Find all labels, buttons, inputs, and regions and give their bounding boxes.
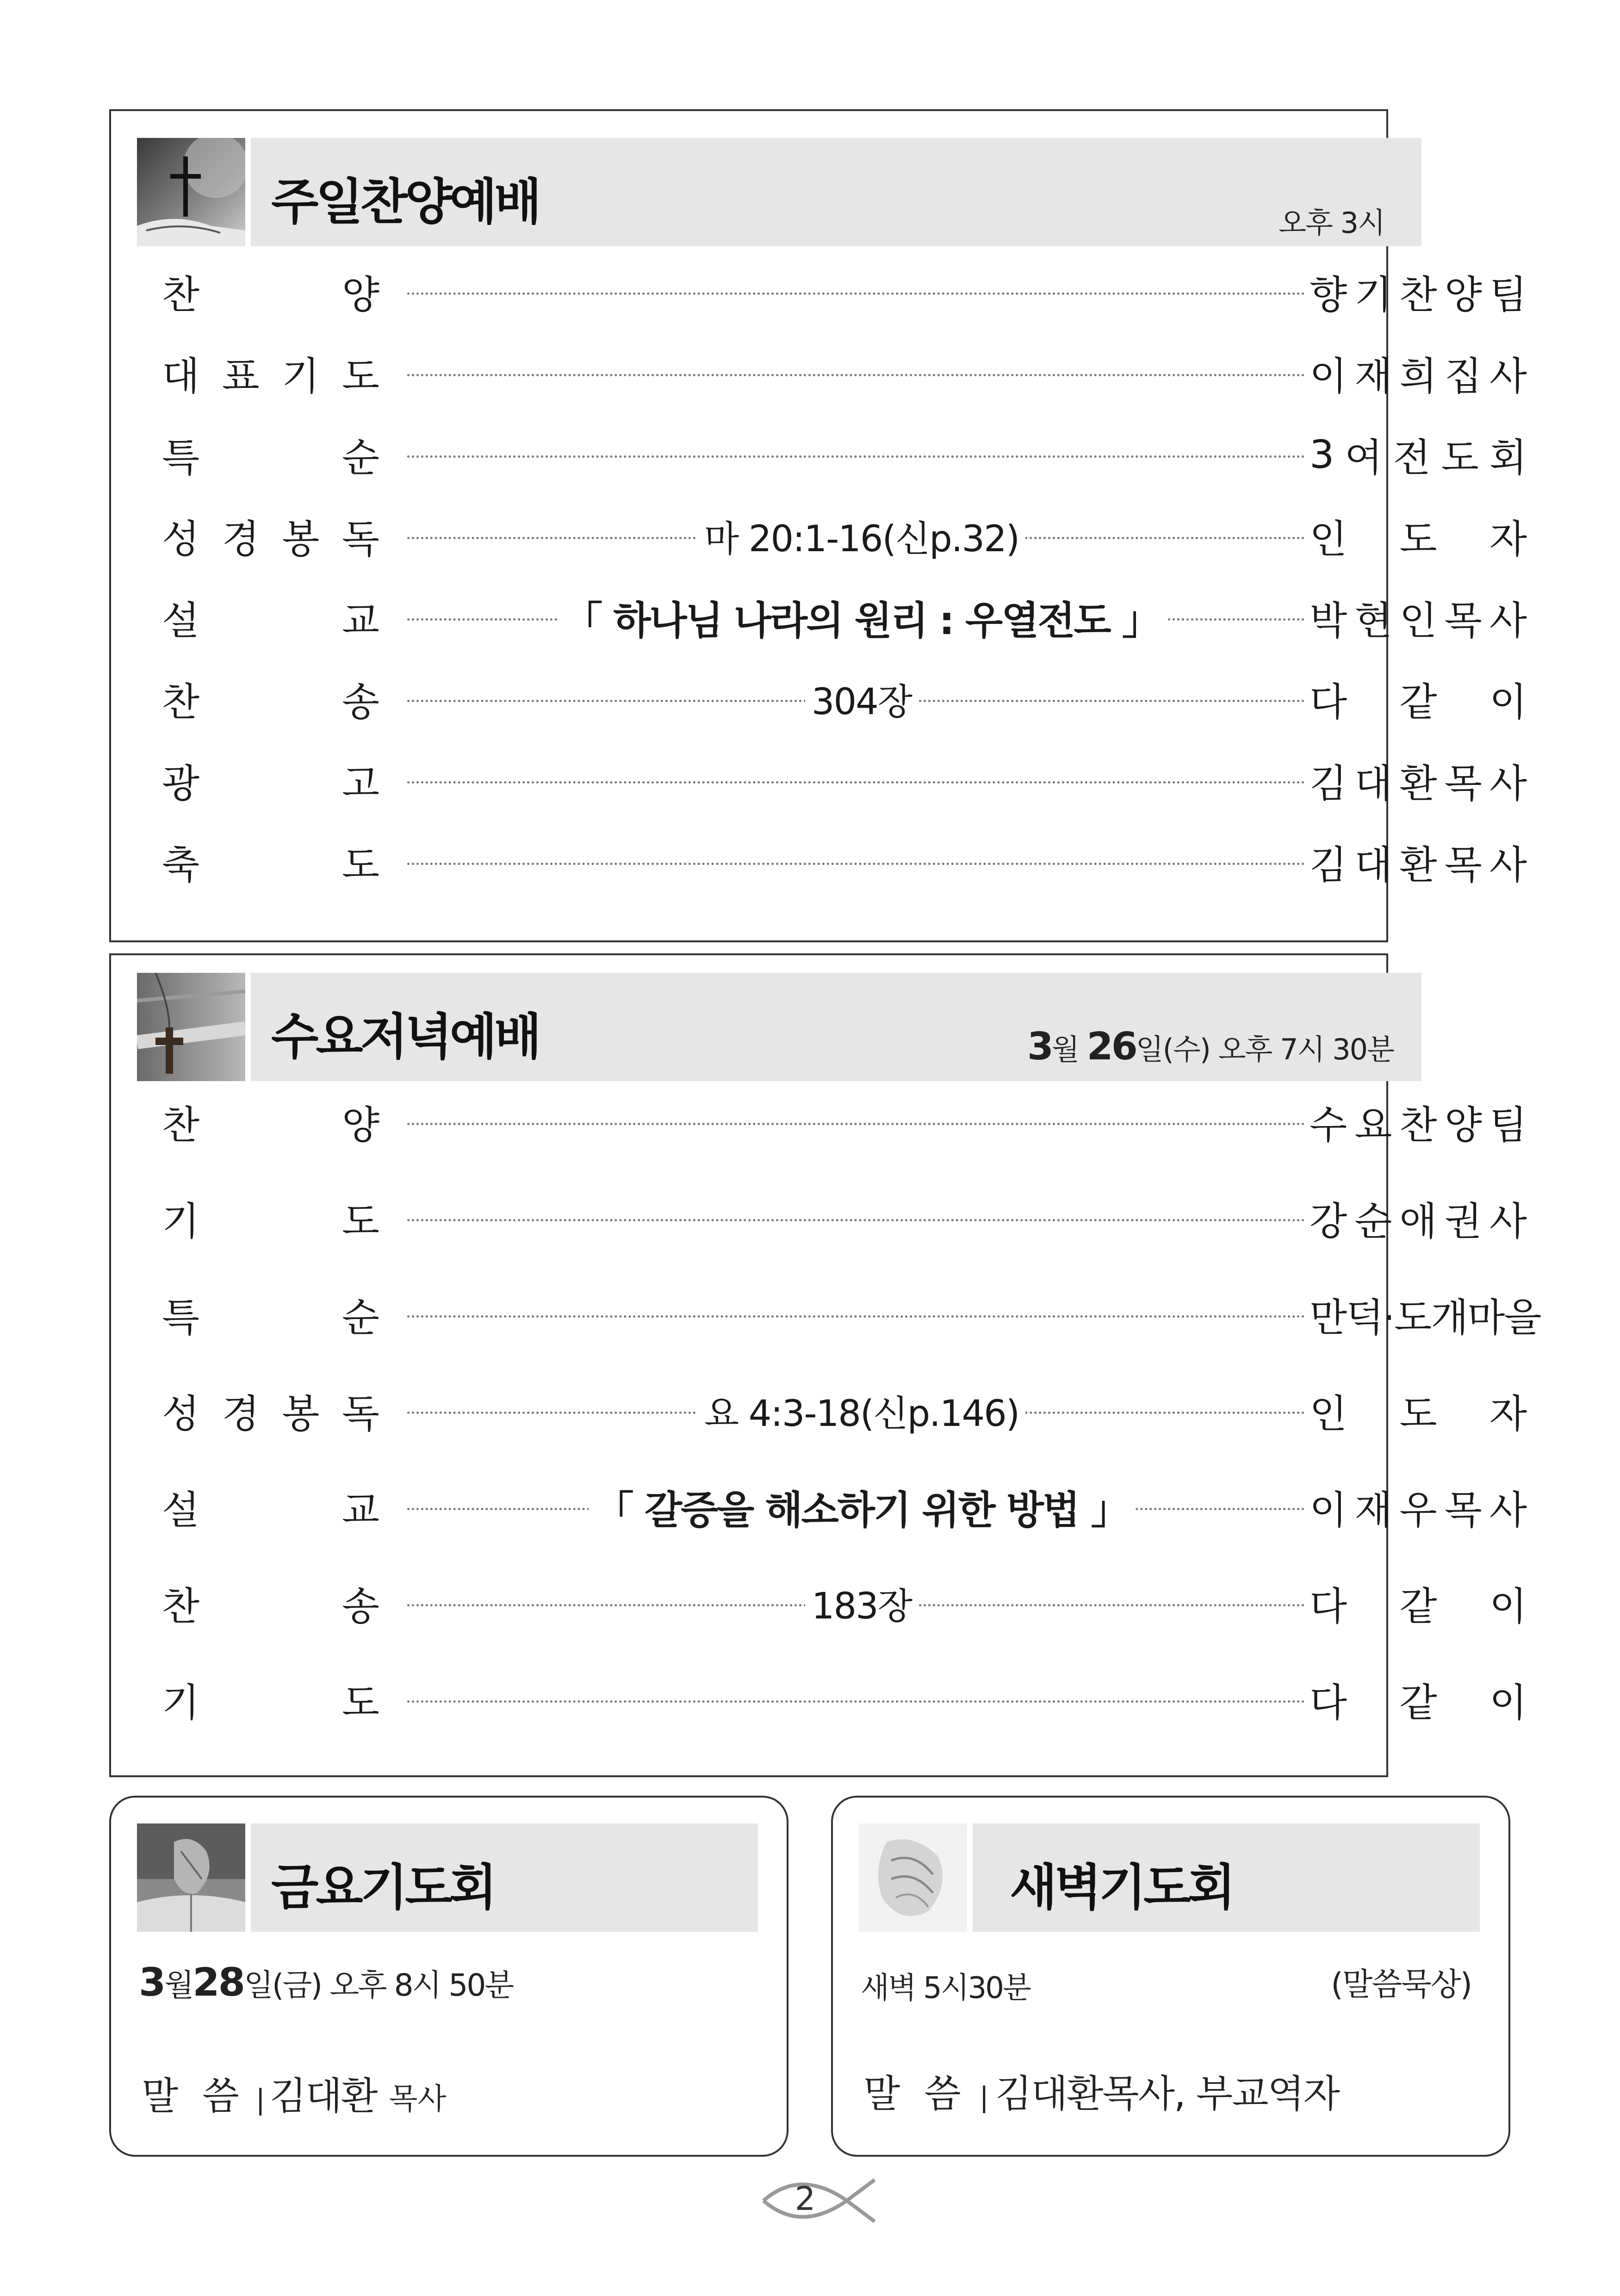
order-label-char: 찬 <box>162 1102 200 1148</box>
order-label-char: 도 <box>341 1680 379 1725</box>
order-row <box>111 508 1527 564</box>
order-person: 만덕·도개마을 <box>1310 1294 1541 1340</box>
dawn-prayer-box <box>831 1796 1510 2157</box>
order-person-char: 대 <box>1354 760 1392 806</box>
order-person-char: 이 <box>1310 1487 1347 1533</box>
friday-title: 금요기도회 <box>271 1859 494 1916</box>
order-label-char: 성 <box>162 1391 200 1437</box>
cross-necklace-image <box>137 973 245 1081</box>
order-person-char: 대 <box>1354 842 1392 888</box>
order-person-char: 집 <box>1444 353 1482 399</box>
order-label <box>162 508 379 564</box>
order-person-char: 목 <box>1444 842 1482 888</box>
order-person-char: 사 <box>1489 353 1527 399</box>
order-label-char: 봉 <box>282 516 320 562</box>
order-person-char: 권 <box>1444 1198 1482 1244</box>
order-label <box>162 264 379 319</box>
dotted-leader <box>407 863 1305 865</box>
order-label-char: 설 <box>162 1487 200 1533</box>
order-person-char: 팀 <box>1489 272 1527 317</box>
order-label-char: 찬 <box>162 272 200 317</box>
dawn-title: 새벽기도회 <box>1010 1859 1233 1916</box>
order-person <box>1310 264 1527 319</box>
dawn-speaker <box>863 2064 1339 2118</box>
order-person-char: 같 <box>1399 1583 1437 1629</box>
order-label <box>162 1094 379 1150</box>
order-person-char: 재 <box>1354 1487 1392 1533</box>
friday-speaker <box>142 2066 446 2120</box>
order-person <box>1310 427 1527 482</box>
order-person-char: 순 <box>1354 1198 1392 1244</box>
order-person-char: 목 <box>1444 760 1482 806</box>
order-person-char: 기 <box>1354 272 1392 317</box>
order-person-char: 향 <box>1310 272 1347 317</box>
sunday-title: 주일찬양예배 <box>271 174 539 230</box>
order-label-char: 광 <box>162 760 200 806</box>
order-person-char: 이 <box>1489 1680 1527 1725</box>
order-label-char: 양 <box>341 1102 379 1148</box>
order-label-char: 도 <box>341 842 379 888</box>
dotted-leader <box>407 292 1305 295</box>
order-person-char: 이 <box>1489 679 1527 725</box>
order-person-char: 3 <box>1310 432 1334 477</box>
order-person <box>1310 1094 1527 1150</box>
order-label-char: 축 <box>162 842 200 888</box>
order-label-char: 경 <box>222 516 260 562</box>
order-person-char: 수 <box>1310 1102 1347 1148</box>
order-person-char: 같 <box>1399 1680 1437 1725</box>
order-person <box>1310 753 1527 808</box>
order-label-char: 특 <box>162 1294 200 1340</box>
dawn-header-bar <box>973 1823 1480 1932</box>
order-detail <box>407 671 1316 727</box>
order-row <box>111 1479 1527 1535</box>
order-label-char: 교 <box>341 1487 379 1533</box>
dawn-time: 새벽 5시30분 <box>861 1971 1030 2005</box>
order-person-char: 박 <box>1310 597 1347 643</box>
order-detail <box>407 1575 1316 1631</box>
friday-date-rest: 일(금) 오후 8시 50분 <box>244 1967 513 2003</box>
order-person-char: 요 <box>1354 1102 1392 1148</box>
order-person <box>1310 1383 1527 1438</box>
order-person-char: 환 <box>1399 760 1437 806</box>
order-label-char: 도 <box>341 1198 379 1244</box>
cross-candle-image <box>137 138 245 246</box>
order-detail <box>407 1479 1316 1535</box>
order-detail-text: 요 4:3-18(신p.146) <box>698 1385 1025 1437</box>
order-person-char: 양 <box>1444 272 1482 317</box>
friday-month: 3 <box>139 1960 165 2005</box>
order-label-char: 고 <box>341 760 379 806</box>
order-detail <box>407 508 1316 564</box>
wednesday-day: 26 <box>1086 1025 1136 1069</box>
order-person-char: 현 <box>1354 597 1392 643</box>
dotted-leader <box>407 781 1305 784</box>
order-person <box>1310 590 1527 645</box>
order-person <box>1310 1479 1527 1535</box>
page-number: 2 <box>794 2180 816 2218</box>
order-person-char: 다 <box>1310 1583 1347 1629</box>
order-person-char: 도 <box>1441 435 1479 480</box>
order-label-char: 대 <box>162 353 200 399</box>
order-detail-text: 마 20:1-16(신p.32) <box>698 510 1025 562</box>
dotted-leader <box>407 1315 1305 1318</box>
order-person <box>1310 345 1527 401</box>
order-person-char: 애 <box>1399 1198 1437 1244</box>
order-label <box>162 1287 379 1342</box>
order-person-char: 목 <box>1444 597 1482 643</box>
order-person-char: 다 <box>1310 679 1347 725</box>
order-person-char: 다 <box>1310 1680 1347 1725</box>
order-label-char: 순 <box>341 435 379 480</box>
order-person <box>1310 1672 1527 1727</box>
sunday-service-box <box>109 109 1527 942</box>
order-person-char: 인 <box>1310 516 1347 562</box>
friday-month-unit: 월 <box>164 1967 193 2003</box>
order-row <box>111 264 1527 319</box>
order-label-char: 찬 <box>162 1583 200 1629</box>
order-detail-text: 304장 <box>805 673 918 725</box>
order-label <box>162 427 379 482</box>
order-label-char: 교 <box>341 597 379 643</box>
order-label-char: 성 <box>162 516 200 562</box>
order-label <box>162 1575 379 1631</box>
wednesday-date-rest: 일(수) 오후 7시 30분 <box>1136 1033 1394 1066</box>
order-person-char: 찬 <box>1399 272 1437 317</box>
friday-separator: | <box>255 2084 265 2116</box>
order-person-char: 양 <box>1444 1102 1482 1148</box>
order-label-char: 표 <box>222 353 260 399</box>
order-label-char: 기 <box>162 1198 200 1244</box>
order-person <box>1310 508 1527 564</box>
order-person-char: 김 <box>1310 760 1347 806</box>
dotted-leader <box>407 1123 1305 1125</box>
order-person-char: 같 <box>1399 679 1437 725</box>
dawn-note: (말씀묵상) <box>1331 1966 1471 2003</box>
order-row <box>111 834 1527 890</box>
dotted-leader <box>407 1700 1305 1703</box>
dawn-separator: | <box>979 2081 989 2114</box>
order-label-char: 설 <box>162 597 200 643</box>
order-person-char: 사 <box>1489 842 1527 888</box>
dawn-speaker-label: 말 씀 <box>863 2072 961 2116</box>
order-person-char: 전 <box>1393 435 1431 480</box>
order-person-char: 자 <box>1489 1391 1527 1437</box>
dotted-leader <box>407 374 1305 376</box>
order-row <box>111 1287 1541 1342</box>
wednesday-datetime <box>1027 1025 1394 1069</box>
order-label-char: 송 <box>341 679 379 725</box>
order-label <box>162 671 379 727</box>
order-person-char: 사 <box>1489 760 1527 806</box>
order-person-char: 사 <box>1489 1487 1527 1533</box>
order-row <box>111 590 1527 645</box>
sunday-time: 오후 3시 <box>1279 206 1384 240</box>
order-person-char: 사 <box>1489 1198 1527 1244</box>
order-label-char: 송 <box>341 1583 379 1629</box>
order-person-char: 인 <box>1310 1391 1347 1437</box>
friday-speaker-name: 김대환 <box>269 2074 377 2118</box>
order-row <box>111 1094 1527 1150</box>
wednesday-title: 수요저녁예배 <box>271 1008 539 1065</box>
order-detail <box>407 1383 1316 1438</box>
praying-hands-image <box>859 1823 967 1932</box>
order-person-char: 회 <box>1489 435 1527 480</box>
order-person <box>1310 834 1527 890</box>
order-detail-text: 「 하나님 나라의 원리 : 우열전도 」 <box>557 590 1166 646</box>
order-person <box>1310 1575 1527 1631</box>
order-person-char: 재 <box>1354 353 1392 399</box>
order-label <box>162 1383 379 1438</box>
order-person-char: 도 <box>1399 1391 1437 1437</box>
order-label-char: 기 <box>162 1680 200 1725</box>
order-row <box>111 1672 1527 1727</box>
page-number-fish <box>759 2171 879 2231</box>
order-person-char: 도 <box>1399 516 1437 562</box>
order-label-char: 독 <box>341 516 379 562</box>
order-row <box>111 753 1527 808</box>
order-person <box>1310 1190 1527 1246</box>
order-label-char: 특 <box>162 435 200 480</box>
order-label <box>162 753 379 808</box>
order-row <box>111 1190 1527 1246</box>
order-label-char: 경 <box>222 1391 260 1437</box>
order-label <box>162 590 379 645</box>
order-person-char: 김 <box>1310 842 1347 888</box>
order-label <box>162 1672 379 1727</box>
wednesday-header-bar <box>251 973 1421 1081</box>
dotted-leader <box>407 455 1305 458</box>
order-label <box>162 1479 379 1535</box>
wednesday-service-box <box>109 953 1541 1777</box>
friday-datetime <box>139 1960 513 2005</box>
order-label-char: 도 <box>341 353 379 399</box>
friday-speaker-label: 말 씀 <box>142 2074 239 2118</box>
order-person-char: 우 <box>1399 1487 1437 1533</box>
order-person-char: 자 <box>1489 516 1527 562</box>
order-label <box>162 1190 379 1246</box>
praying-hands-bible-image <box>137 1823 245 1932</box>
order-label-char: 양 <box>341 272 379 317</box>
order-detail-text: 「 갈증을 해소하기 위한 방법 」 <box>589 1479 1135 1535</box>
order-person-char: 팀 <box>1489 1102 1527 1148</box>
order-row <box>111 671 1527 727</box>
friday-speaker-title: 목사 <box>389 2082 447 2116</box>
order-person-char: 사 <box>1489 597 1527 643</box>
friday-header-bar <box>251 1823 758 1932</box>
order-row <box>111 1575 1527 1631</box>
order-person-char: 인 <box>1399 597 1437 643</box>
order-label-char: 봉 <box>282 1391 320 1437</box>
wednesday-month-unit: 월 <box>1052 1033 1079 1066</box>
sunday-header-bar <box>251 138 1421 246</box>
dotted-leader <box>407 1219 1305 1221</box>
order-label-char: 기 <box>282 353 320 399</box>
order-row <box>111 345 1527 401</box>
order-person-char: 이 <box>1489 1583 1527 1629</box>
order-label-char: 찬 <box>162 679 200 725</box>
order-person-char: 목 <box>1444 1487 1482 1533</box>
order-person-char: 환 <box>1399 842 1437 888</box>
order-person-char: 희 <box>1399 353 1437 399</box>
order-person-char: 여 <box>1345 435 1383 480</box>
friday-day: 28 <box>192 1960 244 2005</box>
order-detail <box>407 590 1316 645</box>
order-label-char: 독 <box>341 1391 379 1437</box>
order-label <box>162 345 379 401</box>
order-label-char: 순 <box>341 1294 379 1340</box>
order-person <box>1310 671 1527 727</box>
order-person-char: 강 <box>1310 1198 1347 1244</box>
order-row <box>111 427 1527 482</box>
order-detail-text: 183장 <box>805 1577 918 1629</box>
order-person-char: 찬 <box>1399 1102 1437 1148</box>
order-row <box>111 1383 1527 1438</box>
friday-prayer-box <box>109 1796 788 2157</box>
order-person-char: 이 <box>1310 353 1347 399</box>
dawn-speaker-name: 김대환목사, 부교역자 <box>995 2072 1339 2116</box>
wednesday-month: 3 <box>1027 1025 1052 1069</box>
order-label <box>162 834 379 890</box>
